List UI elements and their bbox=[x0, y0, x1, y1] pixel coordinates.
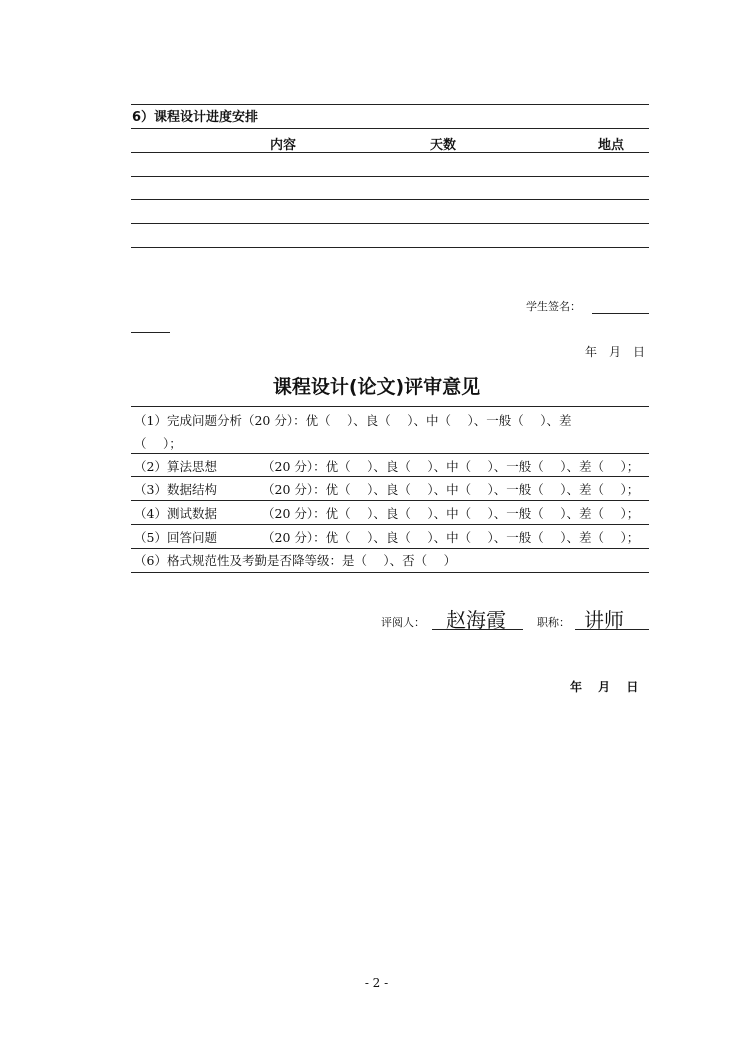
review-row-rule bbox=[131, 453, 649, 454]
reviewer-handwritten-title: 讲师 bbox=[584, 608, 624, 632]
review-row-5-name: （5）回答问题 bbox=[134, 530, 217, 545]
review-row-rule bbox=[131, 476, 649, 477]
review-table-bottom-rule bbox=[131, 572, 649, 573]
schedule-title: 6）课程设计进度安排 bbox=[132, 110, 259, 125]
col-header-content: 内容 bbox=[270, 138, 297, 153]
schedule-row-rule bbox=[131, 223, 649, 224]
review-row-2-name: （2）算法思想 bbox=[134, 459, 217, 474]
reviewer-date: 年 月 日 bbox=[570, 680, 639, 694]
review-row-4-name: （4）测试数据 bbox=[134, 506, 217, 521]
review-title: 课程设计(论文)评审意见 bbox=[272, 376, 481, 398]
review-row-3-score: （20 分）：优（ ）、良（ ）、中（ ）、一般（ ）、差（ ）； bbox=[262, 482, 640, 497]
top-rule bbox=[131, 104, 649, 105]
col-header-days: 天数 bbox=[430, 138, 457, 153]
review-row-4-score: （20 分）：优（ ）、良（ ）、中（ ）、一般（ ）、差（ ）； bbox=[262, 506, 640, 521]
student-sign-date: 年 月 日 bbox=[585, 345, 646, 359]
review-table-top-rule bbox=[131, 406, 649, 407]
review-row-6: （6）格式规范性及考勤是否降等级：是（ ）、否（ ） bbox=[134, 553, 457, 568]
review-row-1-line-1: （1）完成问题分析（20 分）：优（ ）、良（ ）、中（ ）、一般（ ）、差 bbox=[134, 413, 572, 428]
review-row-3-name: （3）数据结构 bbox=[134, 482, 217, 497]
schedule-row-rule bbox=[131, 199, 649, 200]
col-header-place: 地点 bbox=[598, 138, 625, 153]
review-row-rule bbox=[131, 548, 649, 549]
student-sign-line bbox=[592, 313, 649, 314]
reviewer-title-label: 职称： bbox=[537, 616, 570, 629]
review-row-2-score: （20 分）：优（ ）、良（ ）、中（ ）、一般（ ）、差（ ）； bbox=[262, 459, 640, 474]
review-row-rule bbox=[131, 500, 649, 501]
reviewer-name-line bbox=[432, 629, 523, 630]
schedule-row-rule bbox=[131, 152, 649, 153]
reviewer-label: 评阅人： bbox=[381, 616, 425, 629]
review-row-1-line-2: （ ）； bbox=[134, 436, 182, 451]
student-sign-label: 学生签名： bbox=[526, 300, 581, 313]
schedule-row-rule bbox=[131, 247, 649, 248]
student-sign-line-continued bbox=[131, 332, 170, 333]
reviewer-handwritten-name: 赵海霞 bbox=[446, 608, 506, 632]
schedule-title-rule bbox=[131, 128, 649, 129]
page-number: - 2 - bbox=[364, 976, 389, 990]
review-row-5-score: （20 分）：优（ ）、良（ ）、中（ ）、一般（ ）、差（ ）； bbox=[262, 530, 640, 545]
reviewer-title-line bbox=[575, 629, 649, 630]
review-row-rule bbox=[131, 524, 649, 525]
schedule-row-rule bbox=[131, 176, 649, 177]
